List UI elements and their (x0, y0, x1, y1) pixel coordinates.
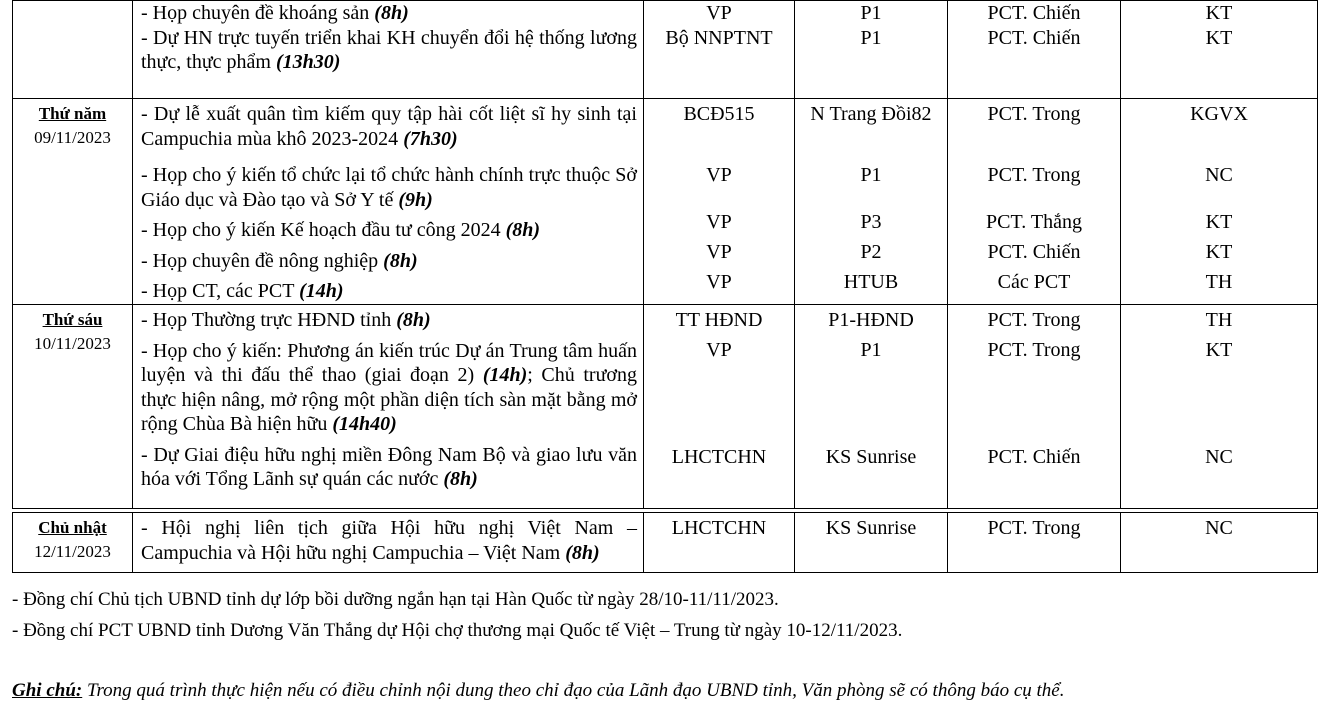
place-cell: P1-HĐND P1 KS Sunrise (795, 305, 948, 509)
unit-cell: BCĐ515 VP VP VP VP (644, 99, 795, 305)
ghi-chu-text: Trong quá trình thực hiện nếu có điều chỉnh nội dung theo chỉ đạo của Lãnh đạo UBND tỉnh, Văn phòng sẽ có thông báo cụ thể. (82, 680, 1065, 701)
list-item: - Dự Giai điệu hữu nghị miền Đông Nam Bộ và giao lưu văn hóa với Tổng Lãnh sự quán các nước (8h) (141, 443, 637, 490)
day-date: 10/11/2023 (34, 334, 111, 353)
day-cell (13, 1, 133, 99)
day-cell (13, 305, 133, 509)
day-name: Chủ nhật (38, 518, 107, 537)
chair-cell: PCT. Trong PCT. Trong PCT. Chiến (948, 305, 1121, 509)
content-cell (133, 513, 644, 573)
list-item: - Dự HN trực tuyến triển khai KH chuyển đổi hệ thống lương thực, thực phẩm (13h30) (141, 26, 637, 73)
chair-cell: PCT. Trong PCT. Trong PCT. Thắng PCT. Chiến Các PCT (948, 99, 1121, 305)
content-cell (133, 99, 644, 305)
place-cell: KS Sunrise (795, 513, 948, 573)
table-row (13, 1, 1318, 99)
list-item: - Dự lễ xuất quân tìm kiếm quy tập hài cốt liệt sĩ hy sinh tại Campuchia mùa khô 2023-2024 (7h30) (141, 103, 637, 150)
content-cell (133, 1, 644, 99)
unit-cell: VP Bộ NNPTNT (644, 1, 795, 99)
prep-cell: NC (1121, 513, 1318, 573)
note-line: - Đồng chí PCT UBND tỉnh Dương Văn Thắng dự Hội chợ thương mại Quốc tế Việt – Trung từ ngày 10-12/11/2023. (12, 620, 903, 641)
day-cell (13, 513, 133, 573)
list-item: - Họp cho ý kiến: Phương án kiến trúc Dự án Trung tâm huấn luyện và thi đấu thể thao (giai đoạn 2) (14h); Chủ trương thực hiện nâng, mở rộng một phần diện tích sàn mặt bằng mở rộng Chùa Bà hiện hữu (14h40) (141, 339, 638, 435)
list-item: - Hội nghị liên tịch giữa Hội hữu nghị Việt Nam – Campuchia và Hội hữu nghị Campuchia – Việt Nam (8h) (141, 517, 637, 564)
table-row (13, 513, 1318, 573)
chair-cell: PCT. Trong (948, 513, 1121, 573)
unit-cell: LHCTCHN (644, 513, 795, 573)
ghi-chu-label: Ghi chú: (12, 680, 83, 701)
day-date: 12/11/2023 (34, 542, 111, 561)
day-name: Thứ năm (38, 104, 107, 123)
table-row (13, 99, 1318, 305)
prep-cell: KGVX NC KT KT TH (1121, 99, 1318, 305)
list-item: - Họp CT, các PCT (14h) (141, 280, 344, 302)
chair-cell: PCT. Chiến PCT. Chiến (948, 1, 1121, 99)
day-date: 09/11/2023 (34, 128, 111, 147)
schedule-table (12, 0, 1318, 573)
day-cell (13, 99, 133, 305)
day-name: Thứ sáu (42, 310, 103, 329)
prep-cell: KT KT (1121, 1, 1318, 99)
ghi-chu (12, 680, 1064, 702)
note-line: - Đồng chí Chủ tịch UBND tỉnh dự lớp bồi dưỡng ngắn hạn tại Hàn Quốc từ ngày 28/10-11/11/2023. (12, 589, 779, 610)
list-item: - Họp Thường trực HĐND tỉnh (8h) (141, 309, 431, 331)
list-item: - Họp chuyên đề khoáng sản (8h) (141, 2, 409, 24)
prep-cell: TH KT NC (1121, 305, 1318, 509)
unit-cell: TT HĐND VP LHCTCHN (644, 305, 795, 509)
table-row (13, 305, 1318, 509)
list-item: - Họp chuyên đề nông nghiệp (8h) (141, 249, 418, 272)
place-cell: N Trang Đồi82 P1 P3 P2 HTUB (795, 99, 948, 305)
list-item: - Họp cho ý kiến Kế hoạch đầu tư công 2024 (8h) (141, 219, 541, 241)
list-item: - Họp cho ý kiến tổ chức lại tổ chức hành chính trực thuộc Sở Giáo dục và Đào tạo và Sở Y tế (9h) (141, 164, 637, 211)
place-cell: P1 P1 (795, 1, 948, 99)
content-cell (133, 305, 644, 509)
